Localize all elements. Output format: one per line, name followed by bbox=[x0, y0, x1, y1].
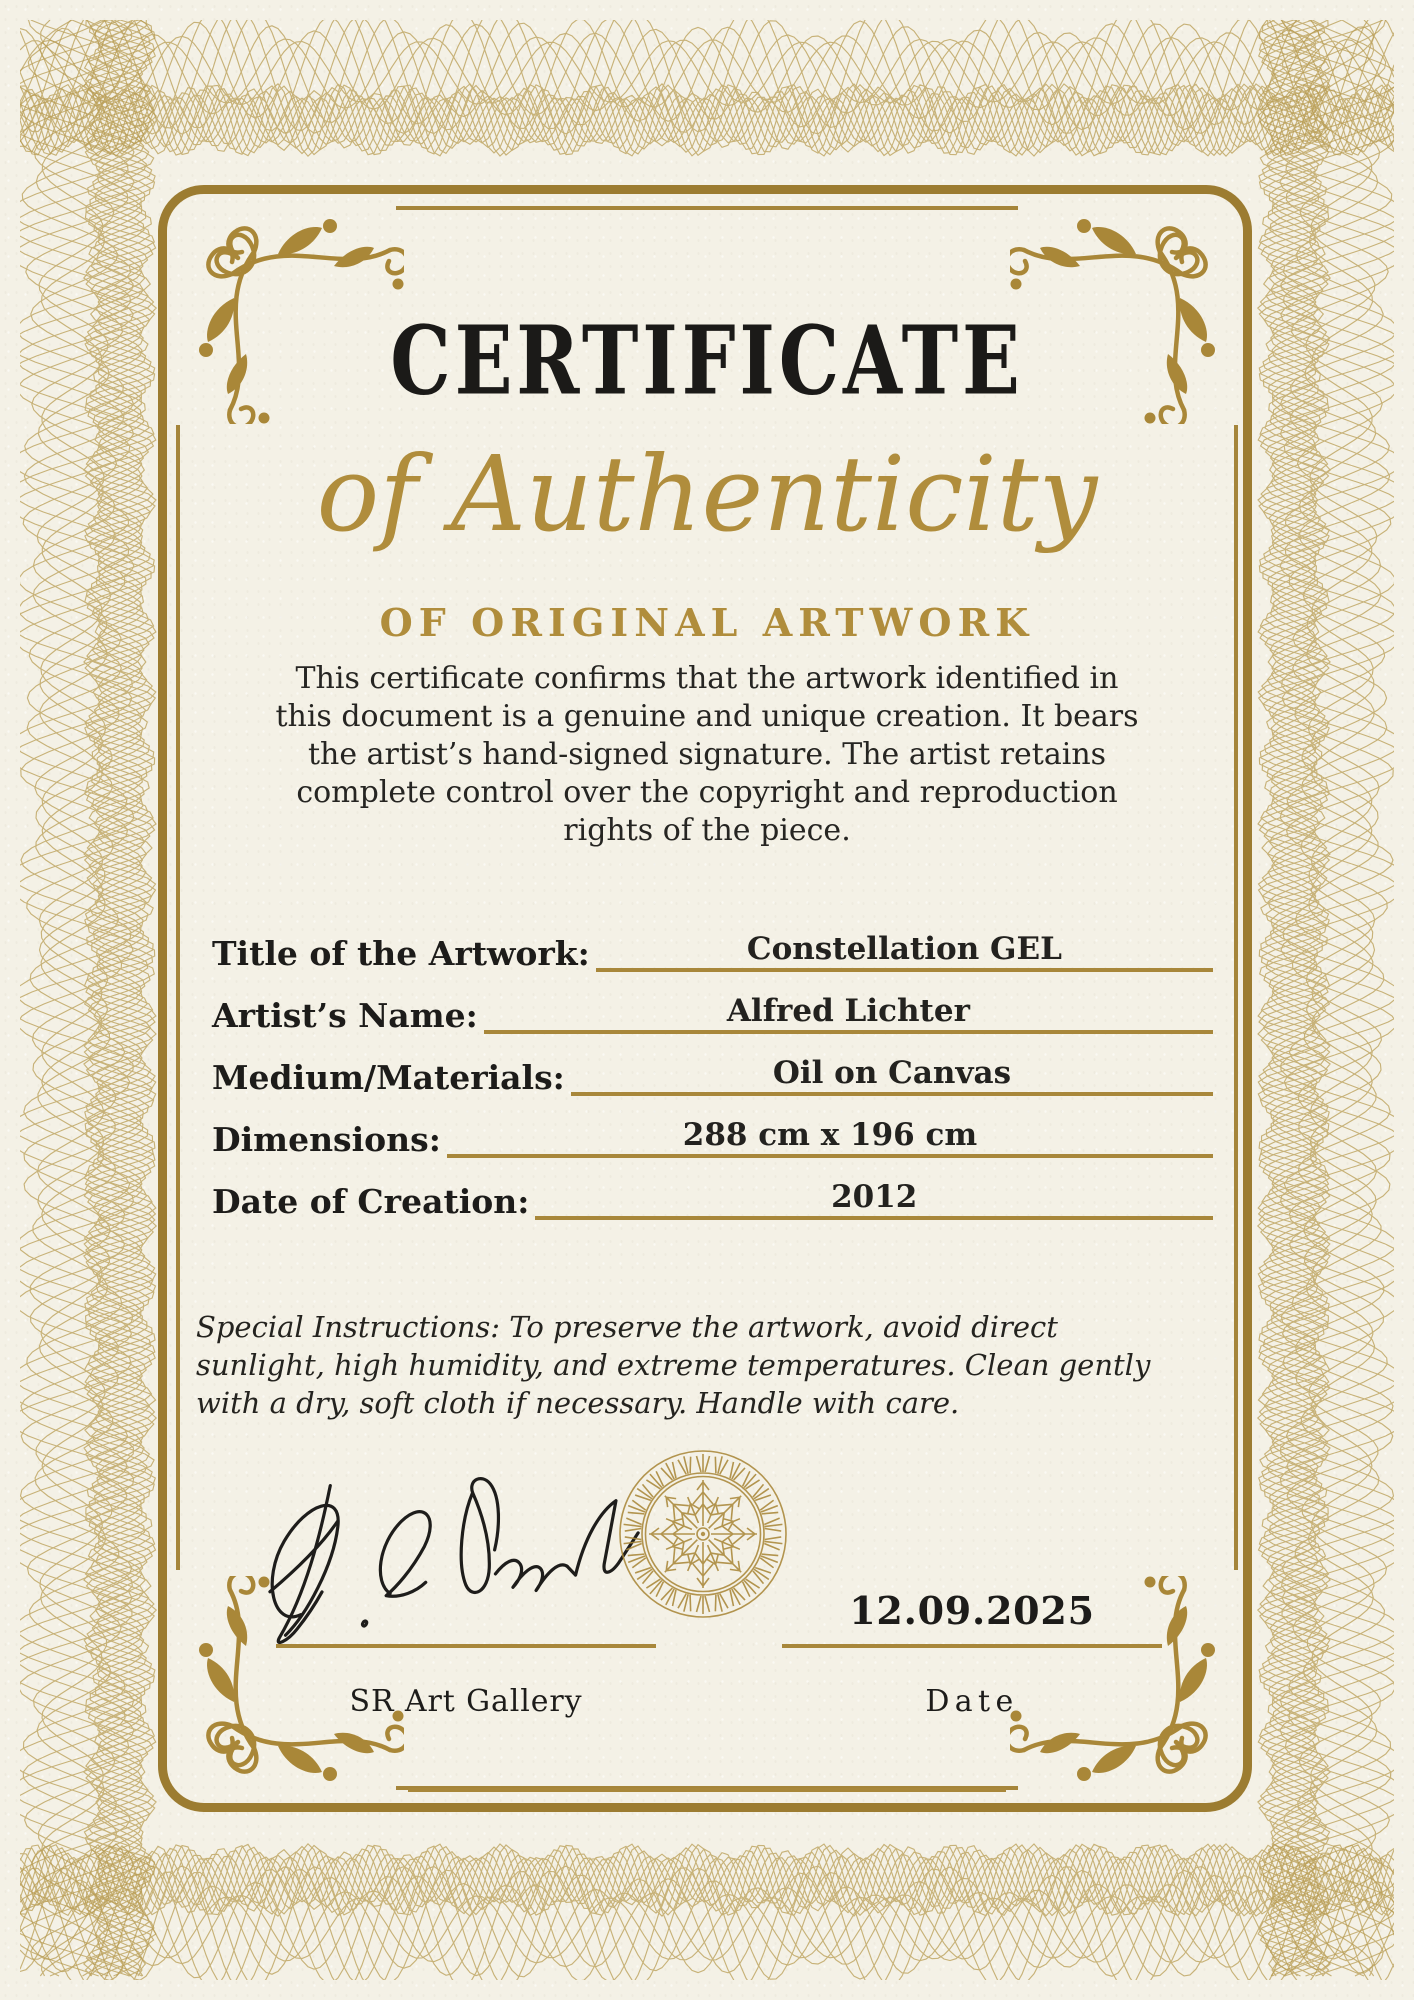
certificate-caps-subtitle: OF ORIGINAL ARTWORK bbox=[379, 600, 1035, 645]
inner-rule-left bbox=[176, 425, 180, 1570]
inner-rule-top bbox=[396, 206, 1018, 210]
field-underline bbox=[447, 1106, 1213, 1158]
intro-line: this document is a genuine and unique creation. It bears bbox=[275, 699, 1139, 734]
field-underline bbox=[484, 982, 1213, 1034]
field-underline bbox=[571, 1044, 1213, 1096]
intro-line: the artist’s hand-signed signature. The artist retains bbox=[307, 737, 1107, 772]
special-line: sunlight, high humidity, and extreme temperatures. Clean gently bbox=[196, 1348, 1151, 1382]
field-value: Alfred Lichter bbox=[726, 993, 970, 1029]
intro-paragraph bbox=[0, 660, 1414, 850]
seal-icon bbox=[617, 1448, 789, 1620]
date-value: 12.09.2025 bbox=[849, 1588, 1095, 1633]
signature-icon bbox=[208, 1416, 659, 1649]
intro-line: rights of the piece. bbox=[563, 813, 851, 848]
field-value: Constellation GEL bbox=[746, 931, 1062, 967]
field-row-dimensions bbox=[212, 1110, 1213, 1158]
field-value: 288 cm x 196 cm bbox=[682, 1117, 978, 1153]
special-line: Special Instructions: To preserve the artwork, avoid direct bbox=[196, 1310, 1058, 1344]
field-value: 2012 bbox=[831, 1179, 918, 1215]
field-row-artist bbox=[212, 986, 1213, 1034]
field-row-medium bbox=[212, 1048, 1213, 1096]
field-row-title bbox=[212, 924, 1213, 972]
field-row-creation-date bbox=[212, 1172, 1213, 1220]
date-label: Date bbox=[925, 1684, 1019, 1719]
intro-line: complete control over the copyright and reproduction bbox=[296, 775, 1118, 810]
special-line: with a dry, soft cloth if necessary. Handle with care. bbox=[196, 1386, 960, 1420]
field-label: Date of Creation: bbox=[212, 1181, 530, 1221]
certificate-title: CERTIFICATE bbox=[390, 305, 1024, 416]
field-underline bbox=[596, 920, 1213, 972]
special-instructions bbox=[196, 1308, 1150, 1422]
intro-line: This certificate confirms that the artwork identified in bbox=[295, 661, 1119, 696]
bottom-rule bbox=[408, 1788, 1006, 1792]
field-label: Title of the Artwork: bbox=[212, 933, 590, 973]
field-label: Artist’s Name: bbox=[212, 995, 478, 1035]
field-label: Medium/Materials: bbox=[212, 1057, 565, 1097]
guilloche-border-top-icon bbox=[20, 20, 1394, 160]
certificate-script-subtitle: of Authenticity bbox=[316, 433, 1098, 555]
inner-rule-right bbox=[1234, 425, 1238, 1570]
date-line bbox=[782, 1644, 1162, 1648]
signature-line bbox=[276, 1644, 656, 1648]
issuer-label: SR Art Gallery bbox=[349, 1684, 583, 1719]
field-underline bbox=[535, 1168, 1213, 1220]
field-value: Oil on Canvas bbox=[772, 1055, 1012, 1091]
guilloche-border-bottom-icon bbox=[20, 1840, 1394, 1980]
field-label: Dimensions: bbox=[212, 1119, 441, 1159]
